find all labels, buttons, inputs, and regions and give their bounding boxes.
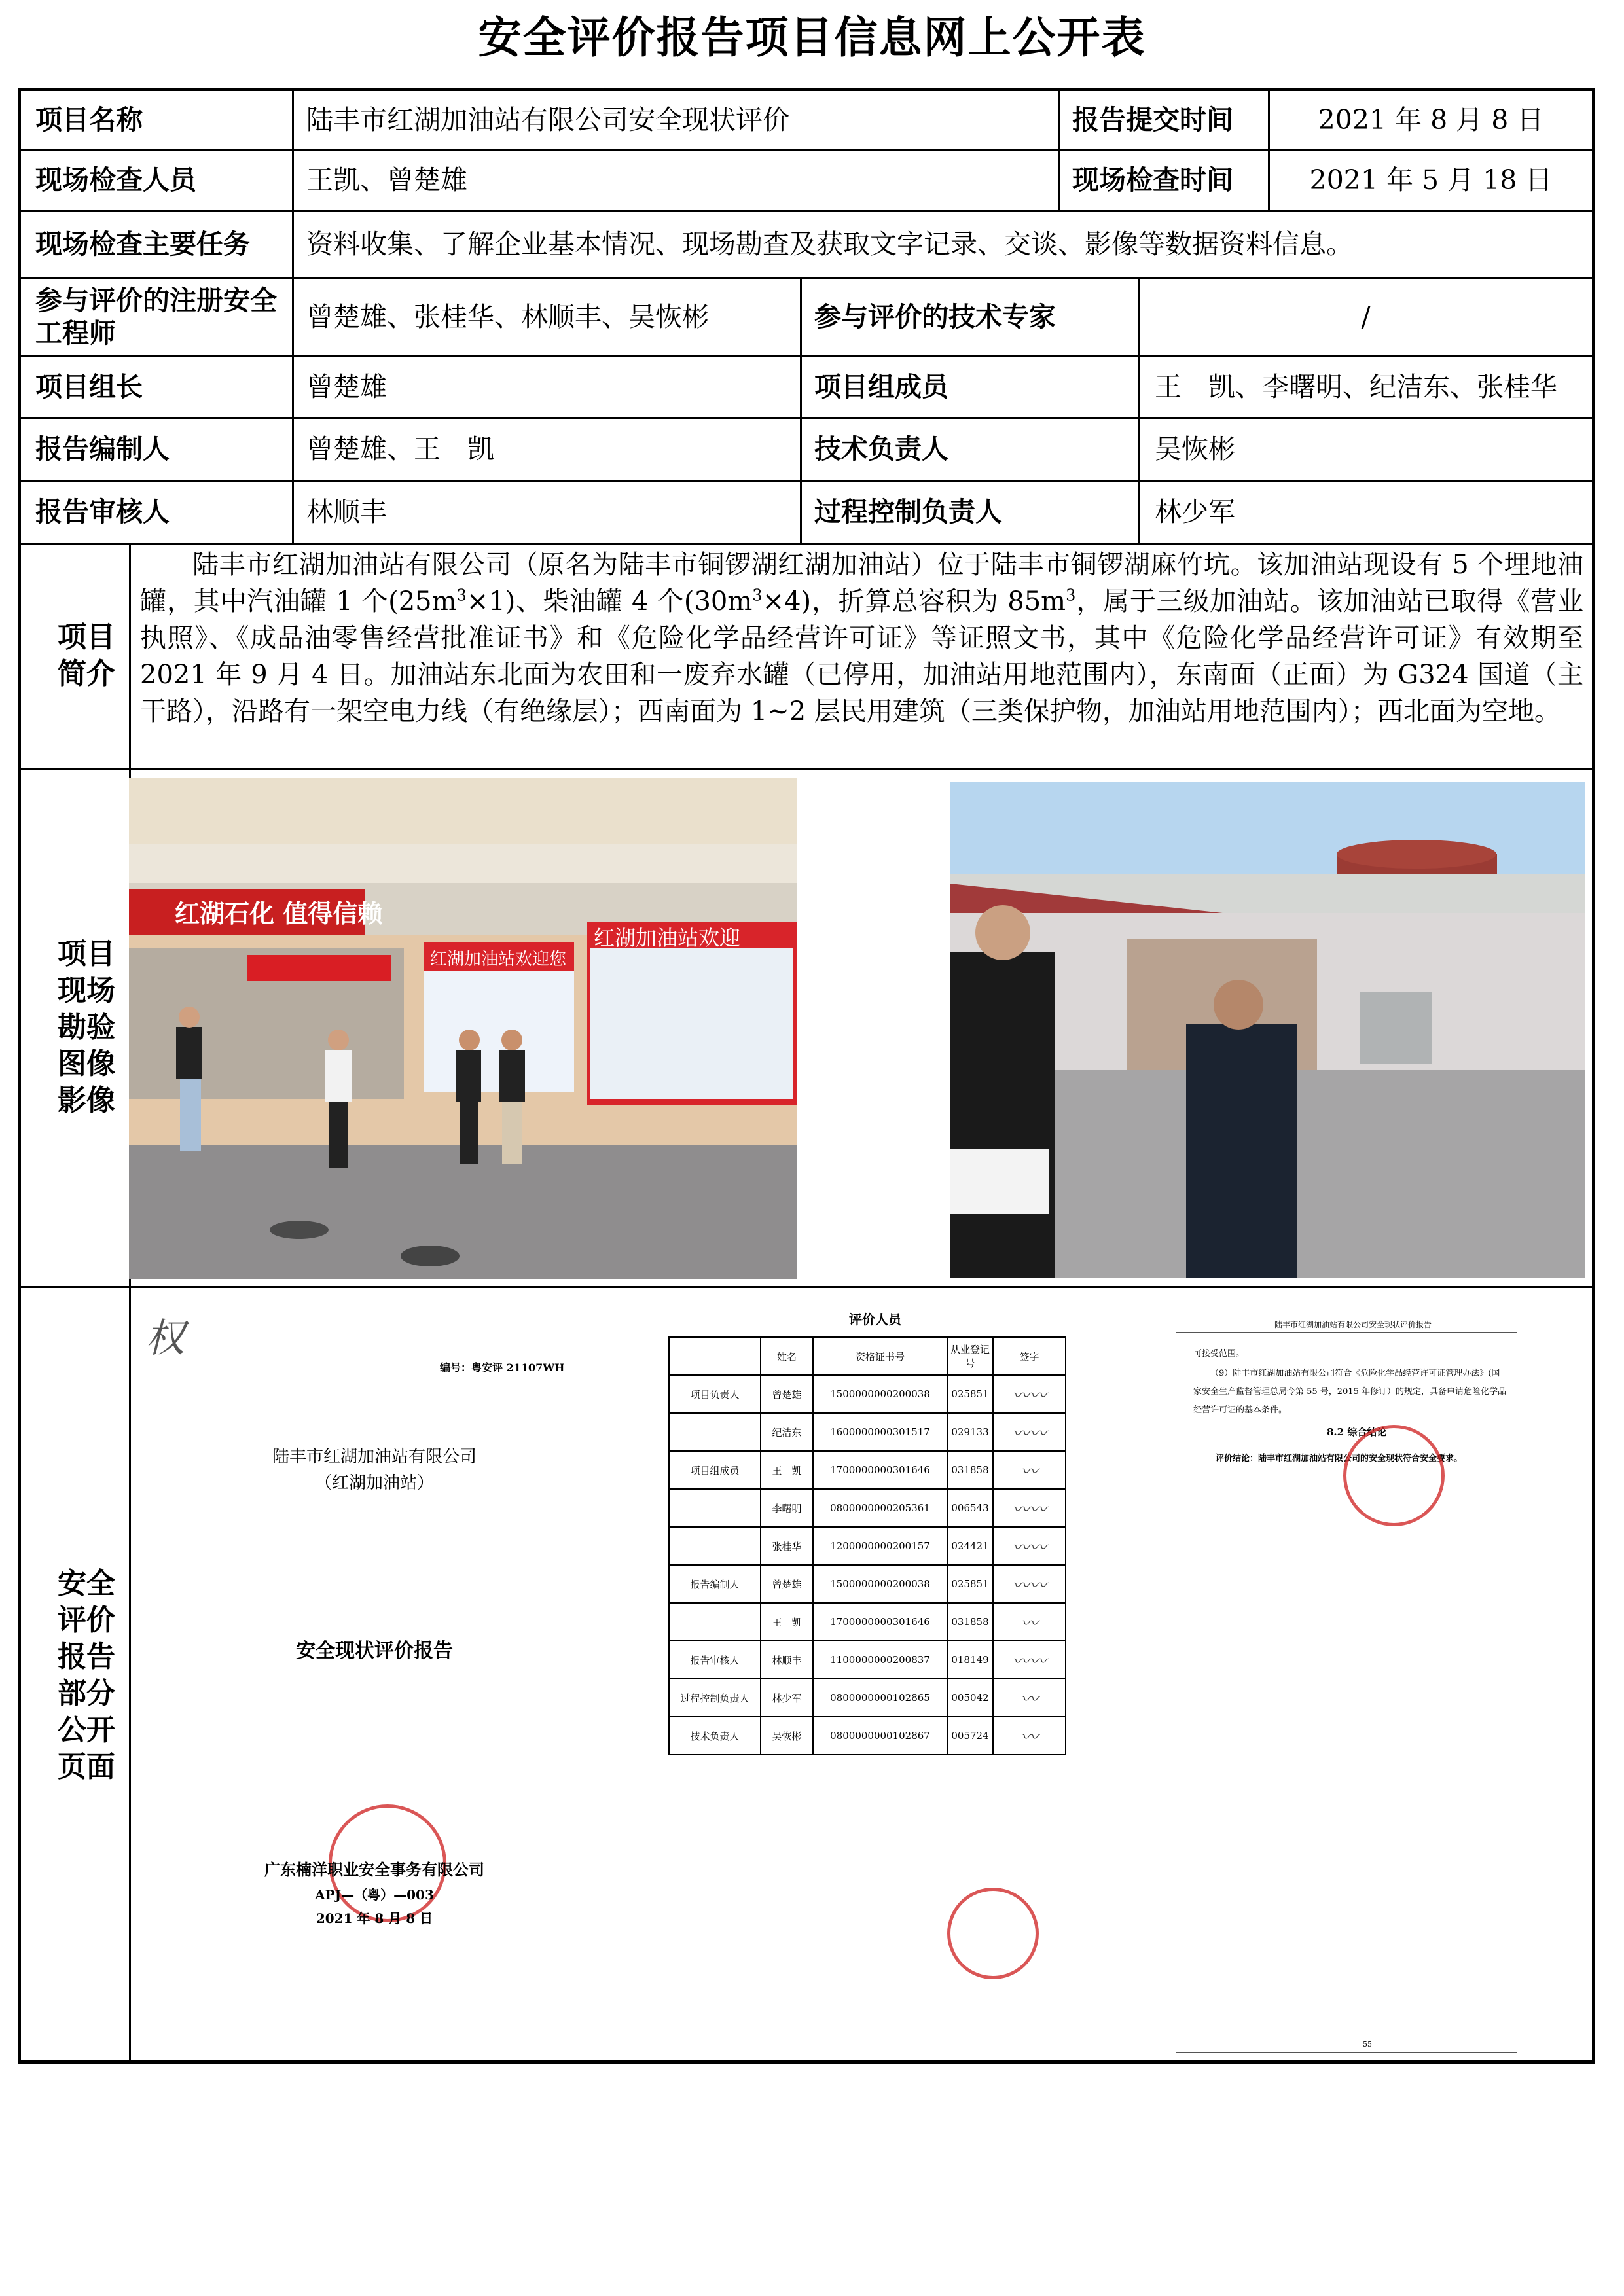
- pages-label: 安全评价报告部分公开页面: [58, 1567, 115, 1784]
- tech-label: 技术负责人: [814, 433, 948, 465]
- inspect-time-label: 现场检查时间: [1072, 164, 1233, 196]
- handwritten-mark: 权: [145, 1316, 185, 1361]
- staff-title: 评价人员: [849, 1312, 901, 1327]
- author: 曾楚雄、王 凯: [306, 433, 494, 465]
- reviewer: 林顺丰: [306, 496, 387, 528]
- info-table: [18, 88, 1595, 2064]
- members: 王 凯、李曙明、纪洁东、张桂华: [1155, 371, 1557, 403]
- conclusion-line-1: 可接受范围。: [1193, 1349, 1245, 1359]
- photos-label: 项目现场勘验图像影像: [58, 937, 115, 1117]
- cover-company-sub: （红湖加油站）: [314, 1473, 434, 1493]
- experts-label: 参与评价的技术专家: [814, 301, 1056, 332]
- process-label: 过程控制负责人: [814, 496, 1002, 528]
- task: 资料收集、了解企业基本情况、现场勘查及获取文字记录、交谈、影像等数据资料信息。: [306, 228, 1353, 260]
- report-conclusion-page: [1170, 1294, 1589, 2056]
- report-staff-page: [666, 1305, 1085, 1999]
- table-row: 报告编制人 曾楚雄 1500000000200038 025851 〰〰: [669, 1565, 1066, 1603]
- cover-code: 编号：粤安评 21107WH: [440, 1361, 565, 1374]
- report-cover-page: [132, 1294, 617, 2053]
- table-row: 项目负责人 曾楚雄 1500000000200038 025851 〰〰: [669, 1375, 1066, 1413]
- cover-org: 广东楠洋职业安全事务有限公司: [264, 1860, 484, 1879]
- reviewer-label: 报告审核人: [35, 496, 170, 528]
- conclusion-line-2: （9）陆丰市红湖加油站有限公司符合《危险化学品经营许可证管理办法》(国家安全生产监督管理总局令第 55 号，2015 年修订）的规定，具备申请危险化学品经营许可证的基本条件。: [1193, 1369, 1507, 1415]
- cover-report-title: 安全现状评价报告: [296, 1640, 453, 1662]
- table-row: 张桂华 1200000000200157 024421 〰〰: [669, 1527, 1066, 1565]
- inspectors: 王凯、曾楚雄: [306, 164, 467, 196]
- site-photo-tank: [950, 782, 1585, 1278]
- conclusion-stamp: [1343, 1425, 1445, 1526]
- table-row: 报告审核人 林顺丰 1100000000200837 018149 〰〰: [669, 1641, 1066, 1679]
- submit-time: 2021 年 8 月 8 日: [1318, 104, 1544, 135]
- table-row: 李曙明 0800000000205361 006543 〰〰: [669, 1489, 1066, 1527]
- experts: /: [1361, 301, 1371, 332]
- leader-label: 项目组长: [35, 371, 143, 403]
- page-title: 安全评价报告项目信息网上公开表: [478, 12, 1146, 63]
- photo-sign-2: 红湖加油站欢迎您: [430, 950, 567, 969]
- photo-sign-1: 红湖石化 值得信赖: [175, 899, 383, 928]
- staff-table: 姓名 资格证书号 从业登记号 签字 项目负责人 曾楚雄 1500000000200038 025851 〰〰 纪洁东 1600000000301517 029133 〰〰 项目组成员 王 凯 1700000000301646 031858 〰 李曙明 0800000000205361 006543 〰〰 张桂华 1200000000200157 024421 〰〰 报告编制人 曾楚雄 1500000000200038 025851 〰〰 王 凯 1700000000301646 031858 〰 报告审核人 林顺丰 1100000000200837 018149 〰〰 过程控制负责人 林少军 0800000000102865 005042 〰 技术负责人 吴恢彬 0800000000102867 005724 〰: [668, 1336, 1066, 1755]
- submit-time-label: 报告提交时间: [1072, 104, 1233, 135]
- inspect-time: 2021 年 5 月 18 日: [1309, 164, 1553, 196]
- staff-stamp: [947, 1888, 1039, 1979]
- conclusion-page-number: 55: [1363, 2040, 1372, 2049]
- table-row: 王 凯 1700000000301646 031858 〰: [669, 1603, 1066, 1641]
- engineers-label: 参与评价的注册安全工程师: [35, 285, 277, 349]
- conclusion-header: 陆丰市红湖加油站有限公司安全现状评价报告: [1274, 1320, 1432, 1329]
- table-row: 纪洁东 1600000000301517 029133 〰〰: [669, 1413, 1066, 1451]
- conclusion-line-3: 评价结论：陆丰市红湖加油站有限公司的安全现状符合安全要求。: [1216, 1454, 1463, 1463]
- project-name-label: 项目名称: [35, 104, 143, 135]
- intro-label: 项目简介: [58, 620, 115, 691]
- table-row: 技术负责人 吴恢彬 0800000000102867 005724 〰: [669, 1717, 1066, 1755]
- intro-text: 陆丰市红湖加油站有限公司（原名为陆丰市铜锣湖红湖加油站）位于陆丰市铜锣湖麻竹坑。该加油站现设有 5 个埋地油罐，其中汽油罐 1 个$(25m^3\times 1)$、柴油罐 4 个$(30m^3\times 4)$，折算总容积为 $85m^3$，属于三级加油站。该加油站已取得《营业执照》、《成品油零售经营批准证书》和《危险化学品经营许可证》等证照文书，其中《危险化学品经营许可证》有效期至 2021 年 9 月 4 日。加油站东北面为农田和一废弃水罐（已停用，加油站用地范围内），东南面（正面）为 G324 国道（主干路），沿路有一架空电力线（有绝缘层）；西南面为 1~2 层民用建筑（三类保护物，加油站用地范围内）；西北面为空地。: [140, 550, 1583, 726]
- photo-sign-3: 红湖加油站欢迎: [594, 925, 741, 950]
- inspectors-label: 现场检查人员: [35, 164, 196, 196]
- author-label: 报告编制人: [35, 433, 170, 465]
- site-photo-front: [129, 778, 797, 1279]
- task-label: 现场检查主要任务: [35, 228, 250, 260]
- cover-apj: APJ—（粤）—003: [315, 1887, 434, 1903]
- members-label: 项目组成员: [814, 371, 948, 403]
- process: 林少军: [1155, 496, 1235, 528]
- project-name: 陆丰市红湖加油站有限公司安全现状评价: [306, 104, 789, 135]
- table-row: 过程控制负责人 林少军 0800000000102865 005042 〰: [669, 1679, 1066, 1717]
- cover-date: 2021 年 8 月 8 日: [316, 1910, 433, 1926]
- conclusion-section: 8.2 综合结论: [1327, 1426, 1387, 1438]
- table-row: 项目组成员 王 凯 1700000000301646 031858 〰: [669, 1451, 1066, 1489]
- cover-company: 陆丰市红湖加油站有限公司: [272, 1447, 477, 1467]
- tech: 吴恢彬: [1155, 433, 1235, 465]
- engineers: 曾楚雄、张桂华、林顺丰、吴恢彬: [306, 301, 709, 332]
- leader: 曾楚雄: [306, 371, 387, 403]
